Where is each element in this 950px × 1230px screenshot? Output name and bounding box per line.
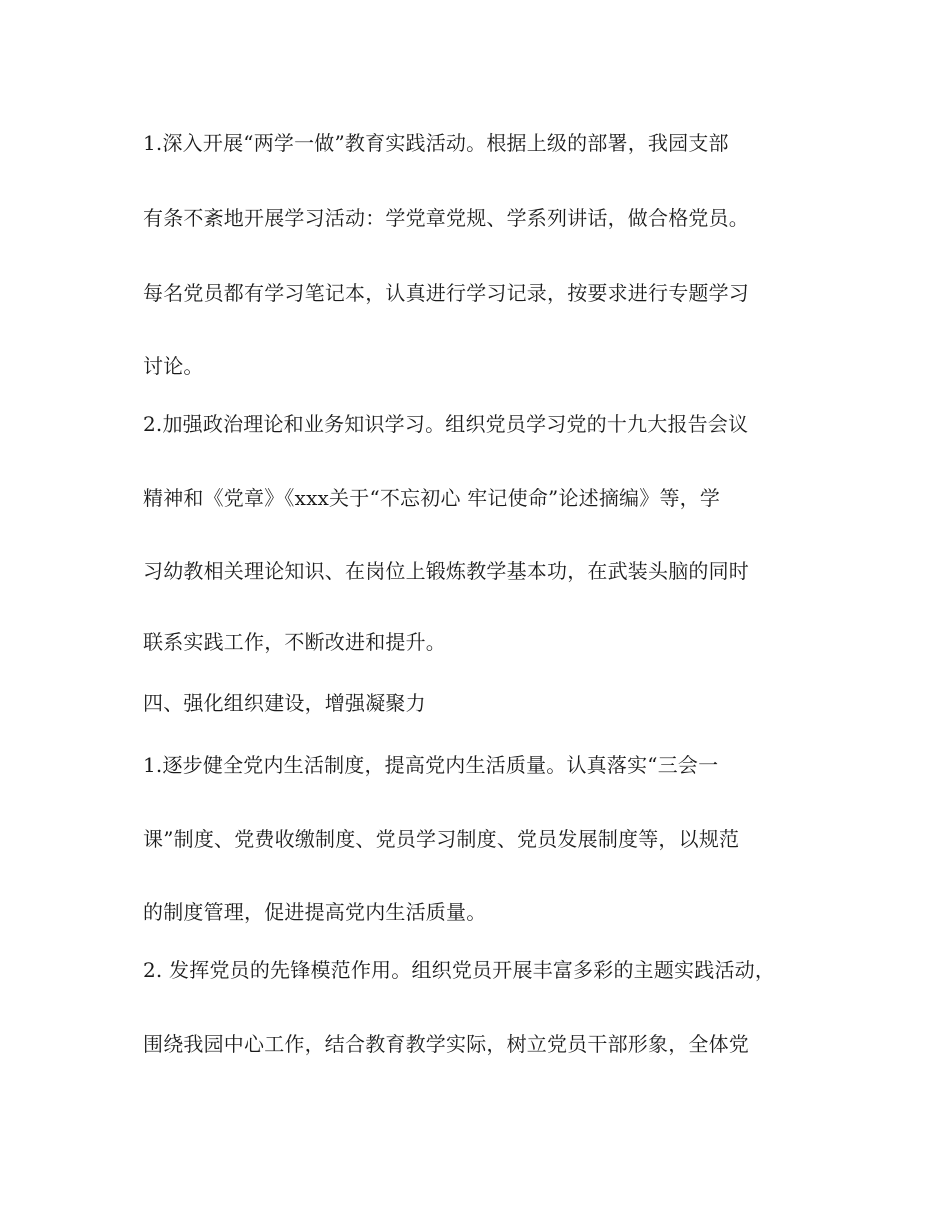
paragraph-line: 有条不紊地开展学习活动：学党章党规、学系列讲话，做合格党员。 [143, 206, 749, 230]
paragraph-line: 1.深入开展“两学一做”教育实践活动。根据上级的部署，我园支部 [143, 131, 729, 155]
paragraph-line: 1.逐步健全党内生活制度，提高党内生活质量。认真落实“三会一 [143, 753, 719, 777]
paragraph-line: 课”制度、党费收缴制度、党员学习制度、党员发展制度等，以规范 [143, 827, 740, 851]
paragraph-line: 的制度管理，促进提高党内生活质量。 [143, 900, 487, 924]
paragraph-line: 围绕我园中心工作，结合教育教学实际，树立党员干部形象，全体党 [143, 1032, 749, 1056]
section-heading: 四、强化组织建设，增强凝聚力 [143, 691, 426, 715]
paragraph-line: 每名党员都有学习笔记本，认真进行学习记录，按要求进行专题学习 [143, 281, 749, 305]
paragraph-line: 习幼教相关理论知识、在岗位上锻炼教学基本功，在武装头脑的同时 [143, 559, 749, 583]
paragraph-line: 讨论。 [143, 354, 204, 378]
paragraph-line: 2. 发挥党员的先锋模范作用。组织党员开展丰富多彩的主题实践活动， [143, 958, 776, 982]
paragraph-line: 精神和《党章》《xxx关于“不忘初心 牢记使命”论述摘编》等，学 [143, 486, 721, 510]
paragraph-line: 2.加强政治理论和业务知识学习。组织党员学习党的十九大报告会议 [143, 412, 749, 436]
paragraph-line: 联系实践工作，不断改进和提升。 [143, 630, 446, 654]
